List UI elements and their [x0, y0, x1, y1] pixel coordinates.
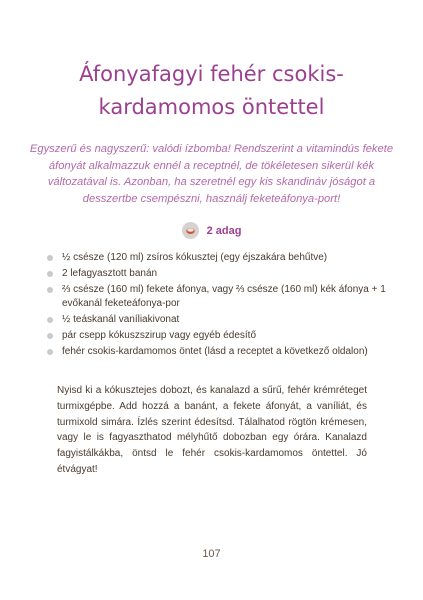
list-item — [46, 267, 386, 281]
ingredient-text: pár csepp kókuszszirup vagy egyéb édesítő — [62, 329, 256, 341]
ingredient-list — [46, 251, 386, 361]
recipe-title: Áfonyafagyi fehér csokis-kardamomos öntettel — [79, 62, 344, 120]
bullet-icon — [47, 349, 53, 355]
list-item — [46, 345, 386, 359]
page-number: 107 — [202, 548, 221, 560]
list-item — [46, 251, 386, 265]
ingredient-text: 2 lefagyasztott banán — [62, 267, 158, 279]
bullet-icon — [47, 287, 53, 293]
servings-row — [0, 222, 423, 239]
ingredient-text: ½ csésze (120 ml) zsíros kókusztej (egy éjszakára behűtve) — [62, 252, 328, 263]
bullet-icon — [47, 333, 53, 339]
list-item — [46, 283, 386, 312]
bullet-icon — [47, 271, 53, 277]
ingredient-text: ½ teáskanál vaníliakivonat — [62, 313, 180, 325]
recipe-intro: Egyszerű és nagyszerű: valódi ízbomba! Rendszerint a vitamindús fekete áfonyát alkalmazzuk ennél a receptnél, de tökéletesen sikerül kék változatával is. Azonban, ha szeretnél egy kis skandináv jóságot a desszertbe csempészni, használj feketeáfonya-port! — [29, 143, 394, 205]
servings-label: 2 adag — [206, 224, 242, 237]
list-item — [46, 313, 386, 327]
bullet-icon — [47, 255, 53, 261]
ingredient-text: ⅔ csésze (160 ml) fekete áfonya, vagy ⅔ csésze (160 ml) kék áfonya + 1 evőkanál feketeáfonya-por — [62, 283, 386, 310]
bullet-icon — [47, 317, 53, 323]
method-paragraph: Nyisd ki a kókusztejes dobozt, és kanalazd a sűrű, fehér krémréteget turmixgépbe. Add hozzá a banánt, a fekete áfonyát, a vaníliát, és turmixold simára. Ízlés szerint édesítsd. Tálalhatod rögtön krémesen, vagy le is fagyaszthatod mélyhűtő dobozban egy órára. Kanalazd fagyistálkákba, öntsd le fehér csokis-kardamomos öntettel. Jó étvágyat! — [57, 385, 367, 475]
ingredient-text: fehér csokis-kardamomos öntet (lásd a receptet a következő oldalon) — [62, 345, 368, 357]
list-item — [46, 329, 386, 343]
servings-icon — [182, 222, 199, 239]
